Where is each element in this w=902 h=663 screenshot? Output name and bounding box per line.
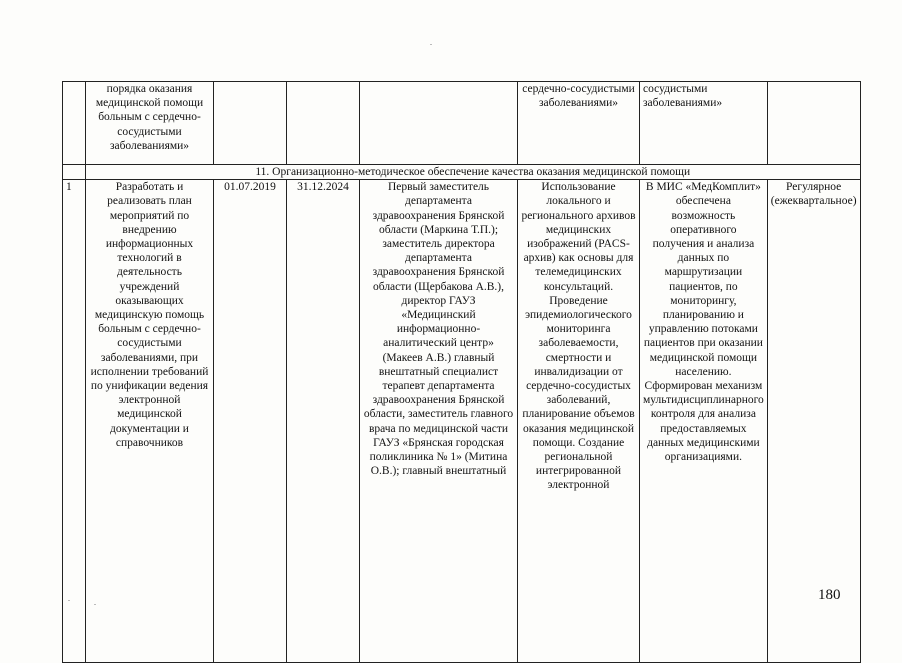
scan-speck <box>430 44 432 45</box>
page-number: 180 <box>818 587 841 603</box>
cell-frequency <box>767 82 860 165</box>
cell-num: 1 <box>63 180 86 663</box>
cell-indicator: сосудистыми заболеваниями» <box>640 82 768 165</box>
cell-indicator: В МИС «МедКомплит» обеспечена возможность оперативного получения и анализа данных по маршрутизации пациентов, по мониторингу, планированию и управлению потоками пациентов при оказании медицинской помощи населению. Сформирован механизм мультидисциплинарного контроля для анализа предоставляемых данных медицинскими организациями. <box>640 180 768 663</box>
cell-responsible <box>360 82 518 165</box>
cell-responsible: Первый заместитель департамента здравоохранения Брянской области (Маркина Т.П.); заместитель директора департамента здравоохранения Брянской области (Щербакова А.В.), директор ГАУЗ «Медицинский информационно-аналитический центр» (Макеев А.В.) главный внештатный специалист терапевт департамента здравоохранения Брянской области, заместитель главного врача по медицинской части ГАУЗ «Брянская городская поликлиника № 1» (Митина О.В.); главный внештатный <box>360 180 518 663</box>
cell-end-date <box>287 82 360 165</box>
cell-end-date: 31.12.2024 <box>287 180 360 663</box>
section-title: 11. Организационно-методическое обеспечение качества оказания медицинской помощи <box>86 165 861 180</box>
table-section-heading-row <box>63 165 861 180</box>
scan-speck <box>94 604 96 605</box>
cell-num <box>63 82 86 165</box>
table-row <box>63 180 861 663</box>
scan-speck <box>68 600 70 601</box>
cell-start-date: 01.07.2019 <box>214 180 287 663</box>
cell-section-num <box>63 165 86 180</box>
cell-activity: Разработать и реализовать план мероприятий по внедрению информационных технологий в деятельность учреждений оказывающих медицинскую помощь больным с сердечно-сосудистыми заболеваниями, при исполнении требований по унификации ведения электронной медицинской документации и справочников <box>86 180 214 663</box>
cell-result: Использование локального и регионального архивов медицинских изображений (PACS-архив) как основы для телемедицинских консультаций. Проведение эпидемиологического мониторинга заболеваемости, смертности и инвалидизации от сердечно-сосудистых заболеваний, планирование объемов оказания медицинской помощи. Создание региональной интегрированной электронной <box>518 180 640 663</box>
cell-start-date <box>214 82 287 165</box>
cell-frequency: Регулярное (ежеквартальное) <box>767 180 860 663</box>
cell-result: сердечно-сосудистыми заболеваниями» <box>518 82 640 165</box>
cell-activity: порядка оказания медицинской помощи больным с сердечно-сосудистыми заболеваниями» <box>86 82 214 165</box>
table-row-continuation <box>63 82 861 165</box>
document-table <box>62 81 861 663</box>
